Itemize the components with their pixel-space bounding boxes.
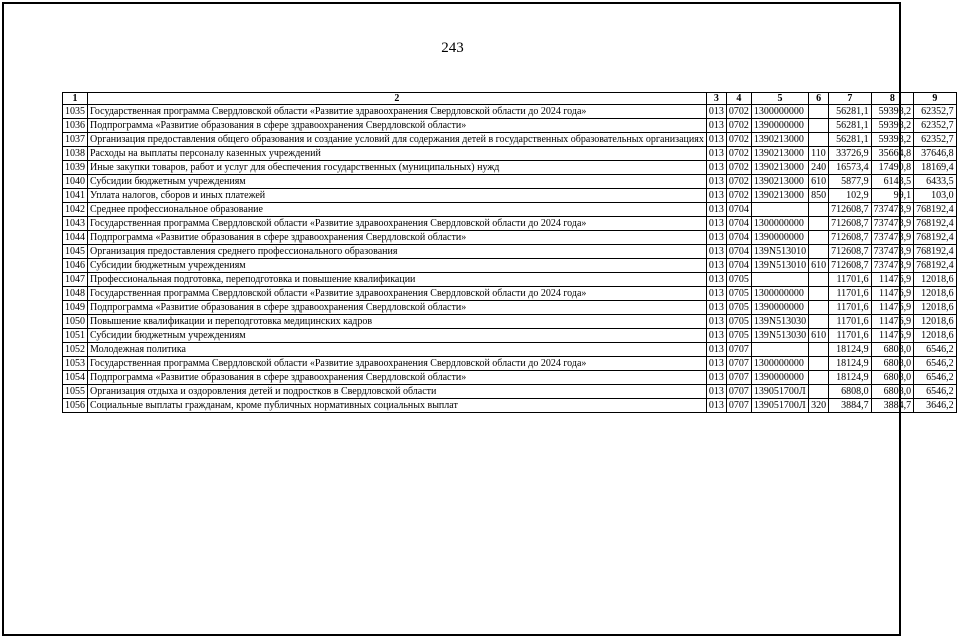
cell-amount-9: 12018,6 <box>914 315 957 329</box>
cell-amount-8: 737473,9 <box>871 203 914 217</box>
row-number: 1043 <box>63 217 88 231</box>
table-row <box>63 399 957 413</box>
cell-section: 0702 <box>726 175 751 189</box>
cell-section: 0702 <box>726 161 751 175</box>
row-name: Молодежная политика <box>88 343 707 357</box>
cell-section: 0707 <box>726 343 751 357</box>
row-name: Среднее профессиональное образование <box>88 203 707 217</box>
cell-target-article: 139051700Л <box>751 385 808 399</box>
cell-target-article <box>751 203 808 217</box>
cell-target-article: 1390213000 <box>751 133 808 147</box>
table-row <box>63 161 957 175</box>
cell-section: 0702 <box>726 105 751 119</box>
cell-amount-7: 5877,9 <box>829 175 872 189</box>
cell-target-article: 139N513030 <box>751 315 808 329</box>
cell-amount-8: 35664,8 <box>871 147 914 161</box>
row-name: Государственная программа Свердловской области «Развитие здравоохранения Свердловской области до 2024 года» <box>88 287 707 301</box>
cell-amount-8: 11476,9 <box>871 315 914 329</box>
cell-target-article: 1300000000 <box>751 105 808 119</box>
col-header-9: 9 <box>914 93 957 105</box>
cell-target-article: 139N513010 <box>751 259 808 273</box>
cell-amount-8: 737473,9 <box>871 231 914 245</box>
cell-expense-type <box>809 273 829 287</box>
cell-code-3: 013 <box>706 119 726 133</box>
table-row <box>63 119 957 133</box>
row-number: 1054 <box>63 371 88 385</box>
table-row <box>63 105 957 119</box>
cell-amount-7: 33726,9 <box>829 147 872 161</box>
cell-code-3: 013 <box>706 329 726 343</box>
cell-amount-9: 62352,7 <box>914 105 957 119</box>
table-row <box>63 203 957 217</box>
cell-amount-7: 11701,6 <box>829 273 872 287</box>
cell-target-article: 1300000000 <box>751 287 808 301</box>
cell-target-article: 1390213000 <box>751 189 808 203</box>
cell-amount-7: 712608,7 <box>829 203 872 217</box>
cell-section: 0705 <box>726 273 751 287</box>
cell-target-article: 1390213000 <box>751 175 808 189</box>
cell-target-article <box>751 343 808 357</box>
row-number: 1048 <box>63 287 88 301</box>
cell-code-3: 013 <box>706 189 726 203</box>
table-row <box>63 245 957 259</box>
row-number: 1050 <box>63 315 88 329</box>
row-name: Организация предоставления среднего профессионального образования <box>88 245 707 259</box>
row-number: 1051 <box>63 329 88 343</box>
col-header-1: 1 <box>63 93 88 105</box>
cell-amount-9: 12018,6 <box>914 273 957 287</box>
row-name: Подпрограмма «Развитие образования в сфере здравоохранения Свердловской области» <box>88 301 707 315</box>
cell-amount-7: 712608,7 <box>829 245 872 259</box>
cell-amount-9: 768192,4 <box>914 217 957 231</box>
cell-section: 0702 <box>726 133 751 147</box>
table-row <box>63 133 957 147</box>
cell-amount-9: 768192,4 <box>914 259 957 273</box>
cell-amount-8: 59398,2 <box>871 119 914 133</box>
row-name: Иные закупки товаров, работ и услуг для обеспечения государственных (муниципальных) нужд <box>88 161 707 175</box>
cell-amount-9: 768192,4 <box>914 245 957 259</box>
cell-amount-7: 18124,9 <box>829 357 872 371</box>
cell-section: 0704 <box>726 259 751 273</box>
cell-target-article: 139N513030 <box>751 329 808 343</box>
row-name: Подпрограмма «Развитие образования в сфере здравоохранения Свердловской области» <box>88 119 707 133</box>
cell-amount-7: 11701,6 <box>829 287 872 301</box>
row-name: Организация предоставления общего образования и создание условий для содержания детей в государственных образовательных организациях <box>88 133 707 147</box>
page-number: 243 <box>441 40 464 56</box>
cell-target-article: 1390000000 <box>751 371 808 385</box>
cell-amount-7: 11701,6 <box>829 315 872 329</box>
table-row <box>63 343 957 357</box>
table-row <box>63 217 957 231</box>
cell-expense-type: 110 <box>809 147 829 161</box>
cell-amount-8: 11476,9 <box>871 273 914 287</box>
cell-code-3: 013 <box>706 301 726 315</box>
cell-amount-9: 6546,2 <box>914 385 957 399</box>
row-number: 1037 <box>63 133 88 147</box>
row-number: 1044 <box>63 231 88 245</box>
col-header-3: 3 <box>706 93 726 105</box>
row-name: Социальные выплаты гражданам, кроме публичных нормативных социальных выплат <box>88 399 707 413</box>
row-number: 1047 <box>63 273 88 287</box>
budget-table <box>62 92 957 413</box>
row-name: Субсидии бюджетным учреждениям <box>88 259 707 273</box>
cell-amount-9: 37646,8 <box>914 147 957 161</box>
cell-expense-type <box>809 385 829 399</box>
cell-expense-type <box>809 315 829 329</box>
row-name: Субсидии бюджетным учреждениям <box>88 329 707 343</box>
cell-amount-7: 11701,6 <box>829 329 872 343</box>
cell-amount-8: 737473,9 <box>871 217 914 231</box>
cell-target-article: 1390213000 <box>751 147 808 161</box>
cell-amount-9: 6546,2 <box>914 371 957 385</box>
cell-section: 0702 <box>726 147 751 161</box>
cell-code-3: 013 <box>706 175 726 189</box>
cell-section: 0704 <box>726 203 751 217</box>
row-number: 1055 <box>63 385 88 399</box>
row-number: 1052 <box>63 343 88 357</box>
cell-expense-type <box>809 301 829 315</box>
cell-amount-9: 12018,6 <box>914 301 957 315</box>
cell-code-3: 013 <box>706 371 726 385</box>
row-number: 1040 <box>63 175 88 189</box>
cell-amount-7: 712608,7 <box>829 231 872 245</box>
cell-code-3: 013 <box>706 245 726 259</box>
table-row <box>63 385 957 399</box>
cell-target-article: 1390000000 <box>751 301 808 315</box>
cell-code-3: 013 <box>706 105 726 119</box>
col-header-8: 8 <box>871 93 914 105</box>
row-name: Подпрограмма «Развитие образования в сфере здравоохранения Свердловской области» <box>88 371 707 385</box>
cell-section: 0704 <box>726 231 751 245</box>
row-number: 1046 <box>63 259 88 273</box>
cell-amount-8: 11476,9 <box>871 287 914 301</box>
cell-expense-type: 850 <box>809 189 829 203</box>
cell-code-3: 013 <box>706 315 726 329</box>
row-name: Организация отдыха и оздоровления детей и подростков в Свердловской области <box>88 385 707 399</box>
cell-amount-9: 62352,7 <box>914 119 957 133</box>
cell-target-article: 1390000000 <box>751 231 808 245</box>
cell-expense-type <box>809 217 829 231</box>
cell-amount-7: 18124,9 <box>829 343 872 357</box>
table-row <box>63 259 957 273</box>
cell-amount-9: 103,0 <box>914 189 957 203</box>
cell-code-3: 013 <box>706 399 726 413</box>
cell-target-article: 1300000000 <box>751 357 808 371</box>
cell-amount-7: 56281,1 <box>829 105 872 119</box>
row-number: 1049 <box>63 301 88 315</box>
cell-expense-type <box>809 287 829 301</box>
row-name: Государственная программа Свердловской области «Развитие здравоохранения Свердловской области до 2024 года» <box>88 217 707 231</box>
cell-section: 0707 <box>726 357 751 371</box>
cell-amount-7: 712608,7 <box>829 259 872 273</box>
cell-target-article: 139N513010 <box>751 245 808 259</box>
cell-amount-8: 6808,0 <box>871 357 914 371</box>
cell-section: 0707 <box>726 385 751 399</box>
cell-expense-type <box>809 245 829 259</box>
cell-amount-9: 12018,6 <box>914 287 957 301</box>
table-row <box>63 301 957 315</box>
cell-code-3: 013 <box>706 203 726 217</box>
cell-code-3: 013 <box>706 287 726 301</box>
cell-amount-7: 6808,0 <box>829 385 872 399</box>
cell-amount-9: 768192,4 <box>914 231 957 245</box>
row-name: Субсидии бюджетным учреждениям <box>88 175 707 189</box>
row-number: 1039 <box>63 161 88 175</box>
row-name: Повышение квалификации и переподготовка медицинских кадров <box>88 315 707 329</box>
table-row <box>63 371 957 385</box>
cell-expense-type <box>809 231 829 245</box>
cell-code-3: 013 <box>706 273 726 287</box>
cell-amount-8: 3884,7 <box>871 399 914 413</box>
cell-target-article: 1390213000 <box>751 161 808 175</box>
cell-amount-8: 737473,9 <box>871 245 914 259</box>
cell-section: 0705 <box>726 301 751 315</box>
cell-amount-8: 59398,2 <box>871 133 914 147</box>
cell-expense-type <box>809 371 829 385</box>
cell-amount-9: 12018,6 <box>914 329 957 343</box>
cell-expense-type: 240 <box>809 161 829 175</box>
table-row <box>63 329 957 343</box>
table-row <box>63 287 957 301</box>
cell-section: 0702 <box>726 189 751 203</box>
header-row <box>63 93 957 105</box>
cell-expense-type <box>809 203 829 217</box>
cell-expense-type: 610 <box>809 259 829 273</box>
cell-amount-9: 18169,4 <box>914 161 957 175</box>
cell-amount-9: 6433,5 <box>914 175 957 189</box>
table-row <box>63 315 957 329</box>
row-number: 1056 <box>63 399 88 413</box>
col-header-2: 2 <box>88 93 707 105</box>
row-number: 1041 <box>63 189 88 203</box>
cell-code-3: 013 <box>706 161 726 175</box>
cell-expense-type: 610 <box>809 175 829 189</box>
table-row <box>63 189 957 203</box>
row-name: Расходы на выплаты персоналу казенных учреждений <box>88 147 707 161</box>
cell-amount-8: 6808,0 <box>871 385 914 399</box>
cell-code-3: 013 <box>706 133 726 147</box>
cell-code-3: 013 <box>706 217 726 231</box>
cell-amount-8: 11476,9 <box>871 329 914 343</box>
cell-target-article <box>751 273 808 287</box>
row-name: Государственная программа Свердловской области «Развитие здравоохранения Свердловской области до 2024 года» <box>88 105 707 119</box>
cell-expense-type <box>809 133 829 147</box>
cell-expense-type: 610 <box>809 329 829 343</box>
row-number: 1045 <box>63 245 88 259</box>
cell-amount-7: 712608,7 <box>829 217 872 231</box>
cell-amount-8: 99,1 <box>871 189 914 203</box>
cell-amount-8: 17490,8 <box>871 161 914 175</box>
cell-amount-8: 6143,5 <box>871 175 914 189</box>
cell-amount-8: 6808,0 <box>871 371 914 385</box>
row-name: Государственная программа Свердловской области «Развитие здравоохранения Свердловской области до 2024 года» <box>88 357 707 371</box>
cell-amount-9: 768192,4 <box>914 203 957 217</box>
cell-code-3: 013 <box>706 231 726 245</box>
cell-section: 0705 <box>726 315 751 329</box>
row-number: 1053 <box>63 357 88 371</box>
cell-amount-8: 737473,9 <box>871 259 914 273</box>
cell-target-article: 139051700Л <box>751 399 808 413</box>
cell-amount-9: 6546,2 <box>914 343 957 357</box>
cell-amount-8: 6808,0 <box>871 343 914 357</box>
cell-amount-7: 56281,1 <box>829 119 872 133</box>
cell-amount-8: 59398,2 <box>871 105 914 119</box>
cell-expense-type <box>809 105 829 119</box>
row-number: 1036 <box>63 119 88 133</box>
cell-expense-type <box>809 119 829 133</box>
row-name: Профессиональная подготовка, переподготовка и повышение квалификации <box>88 273 707 287</box>
table-row <box>63 147 957 161</box>
cell-expense-type: 320 <box>809 399 829 413</box>
row-name: Подпрограмма «Развитие образования в сфере здравоохранения Свердловской области» <box>88 231 707 245</box>
cell-code-3: 013 <box>706 259 726 273</box>
cell-amount-7: 56281,1 <box>829 133 872 147</box>
cell-section: 0704 <box>726 245 751 259</box>
cell-section: 0702 <box>726 119 751 133</box>
col-header-5: 5 <box>751 93 808 105</box>
cell-amount-9: 6546,2 <box>914 357 957 371</box>
cell-code-3: 013 <box>706 357 726 371</box>
row-number: 1042 <box>63 203 88 217</box>
cell-amount-7: 11701,6 <box>829 301 872 315</box>
col-header-4: 4 <box>726 93 751 105</box>
table-row <box>63 175 957 189</box>
cell-code-3: 013 <box>706 147 726 161</box>
col-header-6: 6 <box>809 93 829 105</box>
table-row <box>63 231 957 245</box>
col-header-7: 7 <box>829 93 872 105</box>
cell-amount-9: 62352,7 <box>914 133 957 147</box>
cell-target-article: 1300000000 <box>751 217 808 231</box>
row-name: Уплата налогов, сборов и иных платежей <box>88 189 707 203</box>
cell-amount-8: 11476,9 <box>871 301 914 315</box>
cell-amount-7: 16573,4 <box>829 161 872 175</box>
cell-amount-7: 3884,7 <box>829 399 872 413</box>
cell-expense-type <box>809 343 829 357</box>
cell-section: 0705 <box>726 287 751 301</box>
cell-section: 0707 <box>726 399 751 413</box>
row-number: 1038 <box>63 147 88 161</box>
table-row <box>63 273 957 287</box>
cell-amount-9: 3646,2 <box>914 399 957 413</box>
cell-amount-7: 18124,9 <box>829 371 872 385</box>
cell-section: 0707 <box>726 371 751 385</box>
cell-section: 0704 <box>726 217 751 231</box>
cell-code-3: 013 <box>706 343 726 357</box>
cell-amount-7: 102,9 <box>829 189 872 203</box>
table-row <box>63 357 957 371</box>
cell-expense-type <box>809 357 829 371</box>
row-number: 1035 <box>63 105 88 119</box>
cell-code-3: 013 <box>706 385 726 399</box>
cell-target-article: 1390000000 <box>751 119 808 133</box>
cell-section: 0705 <box>726 329 751 343</box>
